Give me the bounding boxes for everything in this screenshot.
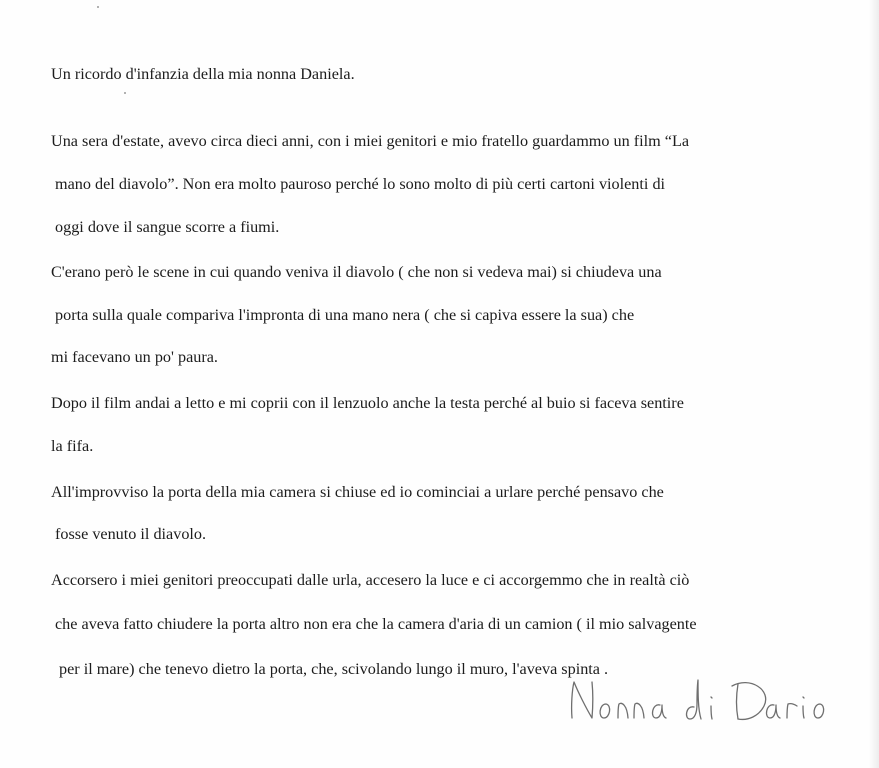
- text-line-4: C'erano però le scene in cui quando veniva il diavolo ( che non si vedeva mai) si chiudeva una: [51, 263, 662, 281]
- scan-edge-shadow: [869, 0, 879, 768]
- text-line-5: porta sulla quale compariva l'impronta di una mano nera ( che si capiva essere la sua) che: [55, 306, 635, 324]
- text-line-12: che aveva fatto chiudere la porta altro non era che la camera d'aria di un camion ( il mio salvagente: [55, 615, 697, 633]
- handwritten-signature: [566, 674, 836, 730]
- text-line-8: la fifa.: [51, 437, 94, 455]
- text-line-1: Una sera d'estate, avevo circa dieci anni, con i miei genitori e mio fratello guardammo un film “La: [51, 132, 690, 150]
- text-line-7: Dopo il film andai a letto e mi coprii con il lenzuolo anche la testa perché al buio si faceva sentire: [51, 394, 684, 412]
- text-line-9: All'improvviso la porta della mia camera si chiuse ed io cominciai a urlare perché pensavo che: [51, 483, 664, 501]
- text-line-11: Accorsero i miei genitori preoccupati dalle urla, accesero la luce e ci accorgemmo che in realtà ciò: [51, 571, 690, 589]
- text-line-2: mano del diavolo”. Non era molto pauroso perché lo sono molto di più certi cartoni violenti di: [55, 175, 666, 193]
- text-line-3: oggi dove il sangue scorre a fiumi.: [55, 218, 280, 236]
- document-title: Un ricordo d'infanzia della mia nonna Daniela.: [51, 65, 355, 83]
- text-line-13: per il mare) che tenevo dietro la porta, che, scivolando lungo il muro, l'aveva spinta .: [59, 660, 609, 678]
- scan-speck: [97, 6, 99, 8]
- text-line-6: mi facevano un po' paura.: [51, 348, 218, 366]
- scan-speck: [124, 92, 126, 94]
- text-line-10: fosse venuto il diavolo.: [55, 525, 207, 543]
- signature-text: Nonna di Dario: [701, 728, 709, 729]
